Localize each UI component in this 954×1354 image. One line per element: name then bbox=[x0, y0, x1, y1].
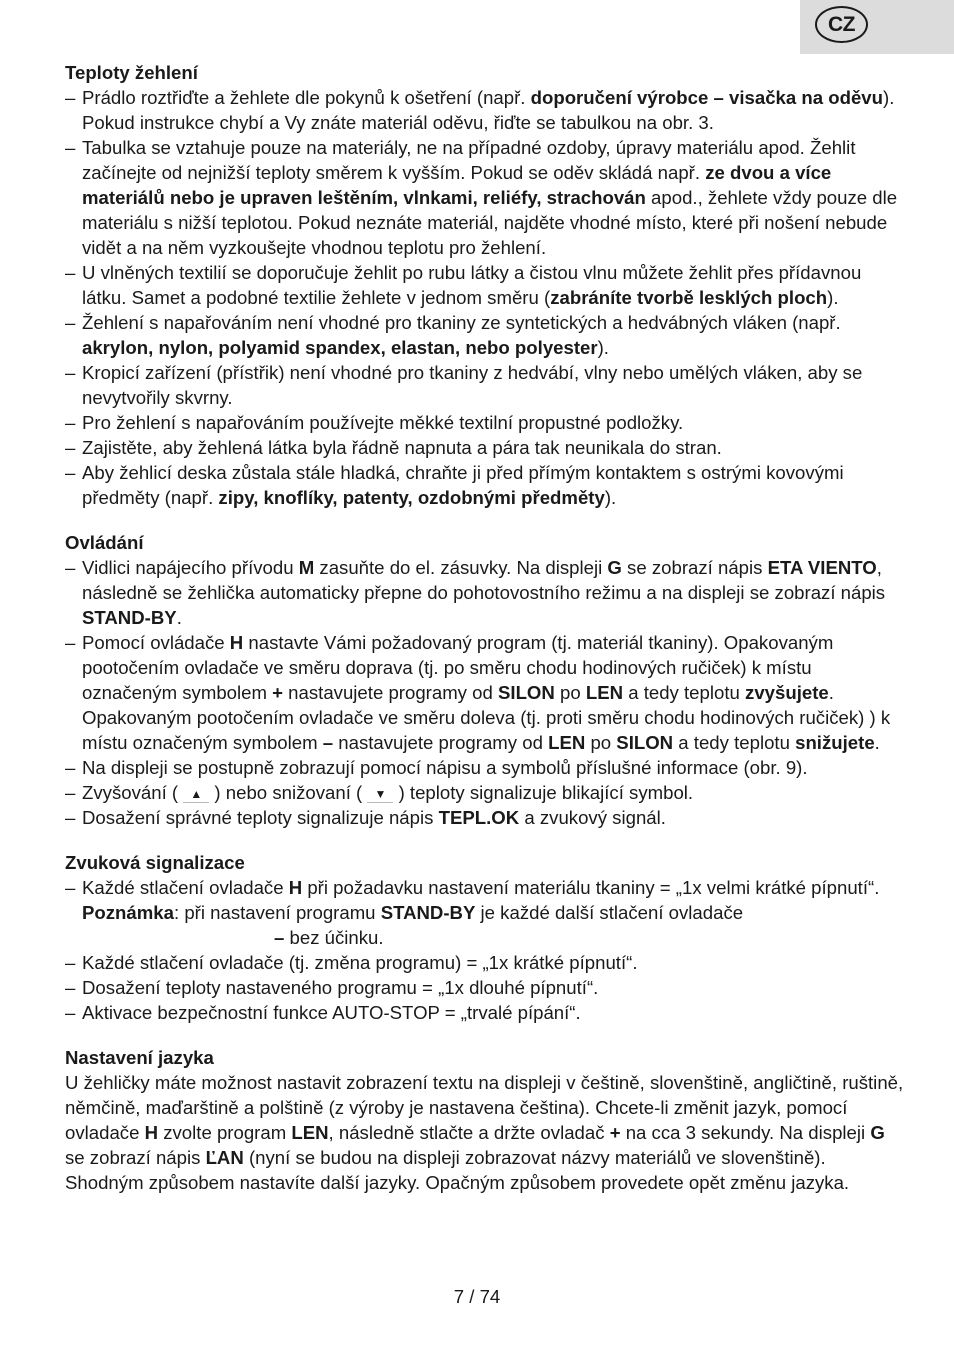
text-run: Zajistěte, aby žehlená látka byla řádně napnuta a pára tak neunikala do stran. bbox=[82, 437, 722, 458]
text-run: na cca 3 sekundy. Na displeji bbox=[620, 1122, 871, 1143]
bold-text: H bbox=[288, 877, 303, 898]
bold-text: LEN bbox=[585, 682, 624, 703]
language-badge: CZ bbox=[815, 6, 868, 43]
text-run: a zvukový signál. bbox=[519, 807, 666, 828]
item-text bbox=[82, 87, 894, 133]
section-sound-signals bbox=[65, 850, 907, 1025]
text-run: Každé stlačení ovladače (tj. změna programu) = „1x krátké pípnutí“. bbox=[82, 952, 638, 973]
bold-text: LEN bbox=[291, 1122, 329, 1143]
bold-text: SILON bbox=[498, 682, 555, 703]
text-run: ) nebo snižovaní ( bbox=[209, 782, 368, 803]
bold-text: STAND-BY bbox=[380, 902, 476, 923]
section-controls bbox=[65, 530, 907, 830]
bold-text: + bbox=[272, 682, 284, 703]
item-text bbox=[82, 557, 885, 628]
bold-text: M bbox=[298, 557, 315, 578]
text-run: zasuňte do el. zásuvky. Na displeji bbox=[314, 557, 608, 578]
bold-text: ĽAN bbox=[205, 1147, 244, 1168]
text-run: bez účinku. bbox=[284, 927, 384, 948]
bold-text: TEPL.OK bbox=[438, 807, 520, 828]
item-text bbox=[82, 757, 808, 778]
bold-text: G bbox=[870, 1122, 885, 1143]
paragraph bbox=[65, 1070, 907, 1195]
text-run: , následně stlačte a držte ovladač bbox=[328, 1122, 610, 1143]
text-run: je každé další stlačení ovladače bbox=[475, 902, 744, 923]
bold-text: G bbox=[607, 557, 622, 578]
text-run: nastavujete programy od bbox=[333, 732, 549, 753]
bold-text: H bbox=[144, 1122, 159, 1143]
bold-text: SILON bbox=[616, 732, 674, 753]
text-run: Kropicí zařízení (přístřik) není vhodné pro tkaniny z hedvábí, vlny nebo umělých vláken, aby se nevytvořily skvrny. bbox=[82, 362, 863, 408]
list-item: – Aktivace bezpečnostní funkce AUTO-STOP = „trvalé pípání“. bbox=[65, 1002, 581, 1023]
bold-text: zvyšujete bbox=[745, 682, 829, 703]
text-run: a tedy teplotu bbox=[673, 732, 796, 753]
list-item: – Na displeji se postupně zobrazují pomocí nápisu a symbolů příslušné informace (obr. 9). bbox=[65, 757, 808, 778]
bold-text: H bbox=[229, 632, 244, 653]
bold-text: LEN bbox=[548, 732, 586, 753]
item-text bbox=[82, 952, 638, 973]
text-run: se zobrazí nápis bbox=[65, 1147, 206, 1168]
text-run: zvolte program bbox=[158, 1122, 292, 1143]
bold-text: akrylon, nylon, polyamid spandex, elastan, nebo polyester bbox=[82, 337, 598, 358]
text-run: . bbox=[176, 607, 182, 628]
list-item: – Pomocí ovládače H nastavte Vámi požadovaný program (tj. materiál tkaniny). Opakovaným pootočením ovladače ve směru doprava (tj. po směru chodu hodinových ručiček) k místu označeným symbolem + nastavujete programy od SILON po LEN a tedy teplotu zvyšujete. Opakovaným pootočením ovladače ve směru doleva (tj. proti směru chodu hodinových ručiček) ) k místu označeným symbolem – nastavujete programy od LEN po SILON a tedy teplotu snižujete. bbox=[65, 632, 891, 753]
section-language-settings bbox=[65, 1045, 907, 1195]
bold-text: – bbox=[274, 927, 285, 948]
item-text-continued bbox=[82, 927, 384, 948]
page-content bbox=[65, 60, 907, 1215]
text-run: ). bbox=[604, 487, 617, 508]
item-text bbox=[82, 977, 598, 998]
list-item: – Tabulka se vztahuje pouze na materiály, ne na případné ozdoby, úpravy materiálu apod. Žehlit začínejte od nejnižší teploty směrem k vyšším. Pokud se oděv skládá např. ze dvou a více materiálů nebo je upraven leštěním, vlnkami, reliéfy, strachován apod., žehlete vždy pouze dle materiálu s nižší teplotou. Pokud neznáte materiál, najděte vhodné místo, které při nošení nebude vidět a na něm vyzkoušejte vhodnou teplotu pro žehlení. bbox=[65, 137, 898, 258]
section-ironing-temperatures bbox=[65, 60, 907, 510]
text-run: Vidlici napájecího přívodu bbox=[82, 557, 299, 578]
text-run: po bbox=[554, 682, 586, 703]
bold-text: – bbox=[322, 732, 334, 753]
bold-text: + bbox=[609, 1122, 621, 1143]
bold-text: snižujete bbox=[795, 732, 875, 753]
item-text bbox=[82, 877, 879, 923]
text-run: , následně se žehlička automaticky přepne do pohotovostního režimu a na displeji se zobrazí nápis bbox=[82, 557, 886, 603]
bold-text: STAND-BY bbox=[82, 607, 177, 628]
text-run: Aby žehlicí deska zůstala stále hladká, chraňte ji před přímým kontaktem s ostrými kovovými předměty (např. bbox=[82, 462, 844, 508]
text-run: nastavte Vámi požadovaný program (tj. materiál tkaniny). Opakovaným pootočením ovladače ve směru doprava (tj. po směru chodu hodinových ručiček) k místu označeným symbolem bbox=[82, 632, 834, 703]
list-item: – Každé stlačení ovladače H při požadavku nastavení materiálu tkaniny = „1x velmi krátké pípnutí“. Poznámka: při nastavení programu STAND-BY je každé další stlačení ovladače – bez účinku. bbox=[65, 877, 880, 948]
text-run: Dosažení správné teploty signalizuje nápis bbox=[82, 807, 439, 828]
page-number: 7 / 74 bbox=[453, 1286, 501, 1307]
list-item: – Zajistěte, aby žehlená látka byla řádně napnuta a pára tak neunikala do stran. bbox=[65, 437, 722, 458]
bold-text: doporučení výrobce – visačka na oděvu bbox=[530, 87, 884, 108]
text-run: Pomocí ovládače bbox=[82, 632, 230, 653]
list-item: – Dosažení teploty nastaveného programu = „1x dlouhé pípnutí“. bbox=[65, 977, 599, 998]
text-run: Na displeji se postupně zobrazují pomocí nápisu a symbolů příslušné informace (obr. 9). bbox=[82, 757, 808, 778]
bold-text: zabráníte tvorbě lesklých ploch bbox=[550, 287, 828, 308]
text-run: po bbox=[585, 732, 617, 753]
text-run: Žehlení s napařováním není vhodné pro tkaniny ze syntetických a hedvábných vláken (např. bbox=[82, 312, 841, 333]
section-heading: Nastavení jazyka bbox=[65, 1047, 214, 1068]
triangle-up-icon: ▲ bbox=[183, 786, 209, 803]
list-item: – Aby žehlicí deska zůstala stále hladká, chraňte ji před přímým kontaktem s ostrými kovovými předměty (např. zipy, knoflíky, patenty, ozdobnými předměty). bbox=[65, 462, 844, 508]
section-heading: Teploty žehlení bbox=[65, 62, 198, 83]
list-item: – Žehlení s napařováním není vhodné pro tkaniny ze syntetických a hedvábných vláken (např. akrylon, nylon, polyamid spandex, elastan, nebo polyester). bbox=[65, 312, 841, 358]
item-text bbox=[82, 632, 890, 753]
item-text bbox=[82, 437, 722, 458]
item-text bbox=[82, 462, 844, 508]
language-tab bbox=[800, 0, 954, 54]
text-run: a tedy teplotu bbox=[623, 682, 746, 703]
text-run: (nyní se budou na displeji zobrazovat názvy materiálů ve slovenštině). Shodným způsobem nastavíte další jazyky. Opačným způsobem provedete opět změnu jazyka. bbox=[65, 1147, 850, 1193]
text-run: U žehličky máte možnost nastavit zobrazení textu na displeji v češtině, slovenštině, angličtině, ruštině, němčině, maďarštině a polštině (z výroby je nastavena čeština). Chcete-li změnit jazyk, pomocí ovladače bbox=[65, 1072, 904, 1143]
text-run: ). bbox=[597, 337, 609, 358]
text-run: Každé stlačení ovladače bbox=[82, 877, 289, 898]
item-text bbox=[82, 807, 666, 828]
list-item: – U vlněných textilií se doporučuje žehlit po rubu látky a čistou vlnu můžete žehlit přes přídavnou látku. Samet a podobné textilie žehlete v jednom směru (zabráníte tvorbě lesklých ploch). bbox=[65, 262, 862, 308]
text-run: . Opakovaným pootočením ovladače ve směru doleva (tj. proti směru chodu hodinových ručiček) ) k místu označeným symbolem bbox=[82, 682, 891, 753]
list-item: – Pro žehlení s napařováním používejte měkké textilní propustné podložky. bbox=[65, 412, 684, 433]
text-run: Aktivace bezpečnostní funkce AUTO-STOP = „trvalé pípání“. bbox=[82, 1002, 581, 1023]
item-text bbox=[82, 262, 861, 308]
bold-text: zipy, knoflíky, patenty, ozdobnými předměty bbox=[218, 487, 605, 508]
text-run: Dosažení teploty nastaveného programu = „1x dlouhé pípnutí“. bbox=[82, 977, 599, 998]
list-item: – Vidlici napájecího přívodu M zasuňte do el. zásuvky. Na displeji G se zobrazí nápis ETA VIENTO, následně se žehlička automaticky přepne do pohotovostního režimu a na displeji se zobrazí nápis STAND-BY. bbox=[65, 557, 886, 628]
text-run: U vlněných textilií se doporučuje žehlit po rubu látky a čistou vlnu můžete žehlit přes přídavnou látku. Samet a podobné textilie žehlete v jednom směru ( bbox=[82, 262, 862, 308]
bold-text: Poznámka bbox=[82, 902, 174, 923]
text-run: apod., žehlete vždy pouze dle materiálu s nižší teplotou. Pokud neznáte materiál, najděte vhodné místo, které při nošení nebude vidět a na něm vyzkoušejte vhodnou teplotu pro žehlení. bbox=[82, 187, 898, 258]
section-heading: Ovládání bbox=[65, 532, 144, 553]
item-text bbox=[82, 782, 693, 803]
text-run: : při nastavení programu bbox=[173, 902, 381, 923]
text-run: se zobrazí nápis bbox=[621, 557, 768, 578]
item-text bbox=[82, 1002, 581, 1023]
bold-text: ETA VIENTO bbox=[767, 557, 877, 578]
text-run: Prádlo roztřiďte a žehlete dle pokynů k ošetření (např. bbox=[82, 87, 531, 108]
text-run: ). bbox=[827, 287, 839, 308]
text-run: Zvyšování ( bbox=[82, 782, 184, 803]
text-run: při požadavku nastavení materiálu tkaniny = „1x velmi krátké pípnutí“. bbox=[302, 877, 880, 898]
bold-text: ze dvou a více materiálů nebo je upraven leštěním, vlnkami, reliéfy, strachován bbox=[82, 162, 832, 208]
section-heading: Zvuková signalizace bbox=[65, 852, 245, 873]
text-run: nastavujete programy od bbox=[283, 682, 498, 703]
text-run: . bbox=[874, 732, 880, 753]
triangle-down-icon: ▼ bbox=[367, 786, 393, 803]
list-item: – Kropicí zařízení (přístřik) není vhodné pro tkaniny z hedvábí, vlny nebo umělých vláken, aby se nevytvořily skvrny. bbox=[65, 362, 863, 408]
item-text bbox=[82, 362, 862, 408]
list-item: – Zvyšování ( ▲ ) nebo snižovaní ( ▼ ) teploty signalizuje blikající symbol. bbox=[65, 782, 694, 803]
text-run: ). Pokud instrukce chybí a Vy znáte materiál oděvu, řiďte se tabulkou na obr. 3. bbox=[82, 87, 895, 133]
text-run: Tabulka se vztahuje pouze na materiály, ne na případné ozdoby, úpravy materiálu apod. Žehlit začínejte od nejnižší teploty směrem k vyšším. Pokud se oděv skládá např. bbox=[82, 137, 856, 183]
item-text bbox=[82, 312, 841, 358]
item-text bbox=[82, 137, 897, 258]
item-text bbox=[82, 412, 683, 433]
text-run: ) teploty signalizuje blikající symbol. bbox=[393, 782, 694, 803]
list-item: – Každé stlačení ovladače (tj. změna programu) = „1x krátké pípnutí“. bbox=[65, 952, 638, 973]
list-item: – Dosažení správné teploty signalizuje nápis TEPL.OK a zvukový signál. bbox=[65, 807, 666, 828]
text-run: Pro žehlení s napařováním používejte měkké textilní propustné podložky. bbox=[82, 412, 684, 433]
list-item: – Prádlo roztřiďte a žehlete dle pokynů k ošetření (např. doporučení výrobce – visačka na oděvu). Pokud instrukce chybí a Vy znáte materiál oděvu, řiďte se tabulkou na obr. 3. bbox=[65, 87, 895, 133]
